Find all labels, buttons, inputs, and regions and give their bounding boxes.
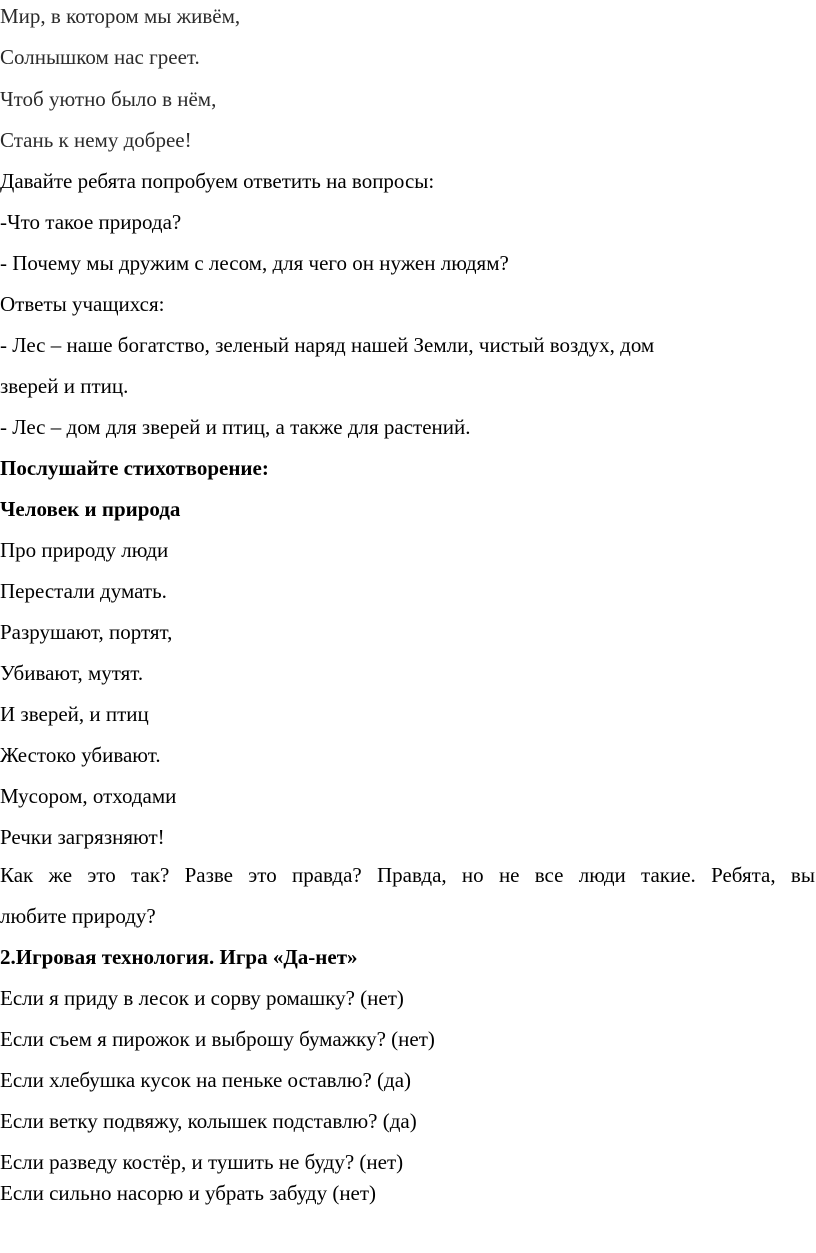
reflection-word: Как xyxy=(0,863,34,887)
game-line-2: Если съем я пирожок и выброшу бумажку? (нет) xyxy=(0,1027,435,1051)
reflection-word: правда? xyxy=(291,863,362,887)
game-line-6: Если сильно насорю и убрать забуду (нет) xyxy=(0,1181,377,1205)
reflection-word: же xyxy=(48,863,73,887)
answers-label: Ответы учащихся: xyxy=(0,292,165,316)
poem-intro-line-4: Стань к нему добрее! xyxy=(0,128,192,152)
poem-intro-line-3: Чтоб уютно было в нём, xyxy=(0,87,217,111)
listen-heading: Послушайте стихотворение: xyxy=(0,456,269,480)
question-2: - Почему мы дружим с лесом, для чего он нужен людям? xyxy=(0,251,509,275)
reflection-word: Разве xyxy=(184,863,234,887)
reflection-word: это xyxy=(248,863,277,887)
reflection-word: такие. xyxy=(641,863,696,887)
answer-1-line-2: зверей и птиц. xyxy=(0,374,129,398)
game-line-1: Если я приду в лесок и сорву ромашку? (нет) xyxy=(0,986,404,1010)
poem-line-4: Убивают, мутят. xyxy=(0,661,144,685)
poem-line-1: Про природу люди xyxy=(0,538,169,562)
reflection-word: все xyxy=(534,863,564,887)
reflection-word: люди xyxy=(578,863,626,887)
reflection-word: Ребята, xyxy=(711,863,776,887)
game-line-4: Если ветку подвяжу, колышек подставлю? (да) xyxy=(0,1109,417,1133)
reflection-word: Правда, xyxy=(377,863,447,887)
reflection-word: но xyxy=(461,863,484,887)
reflection-line-1 xyxy=(0,862,815,888)
reflection-word: вы xyxy=(790,863,815,887)
discussion-prompt: Давайте ребята попробуем ответить на вопросы: xyxy=(0,169,435,193)
poem-intro-line-1: Мир, в котором мы живём, xyxy=(0,4,241,28)
poem-intro-line-2: Солнышком нас греет. xyxy=(0,45,200,69)
game-line-3: Если хлебушка кусок на пеньке оставлю? (да) xyxy=(0,1068,412,1092)
answer-2: - Лес – дом для зверей и птиц, а также для растений. xyxy=(0,415,471,439)
reflection-word: так? xyxy=(131,863,170,887)
reflection-word: не xyxy=(498,863,520,887)
poem-title: Человек и природа xyxy=(0,497,181,521)
game-heading: 2.Игровая технология. Игра «Да-нет» xyxy=(0,945,358,969)
question-1: -Что такое природа? xyxy=(0,210,182,234)
poem-line-6: Жестоко убивают. xyxy=(0,743,161,767)
game-line-5: Если разведу костёр, и тушить не буду? (нет) xyxy=(0,1150,404,1174)
answer-1-line-1: - Лес – наше богатство, зеленый наряд нашей Земли, чистый воздух, дом xyxy=(0,333,655,357)
poem-line-5: И зверей, и птиц xyxy=(0,702,149,726)
reflection-word: это xyxy=(87,863,116,887)
reflection-line-2: любите природу? xyxy=(0,904,156,928)
poem-line-3: Разрушают, портят, xyxy=(0,620,173,644)
poem-line-8: Речки загрязняют! xyxy=(0,825,165,849)
poem-line-7: Мусором, отходами xyxy=(0,784,177,808)
poem-line-2: Перестали думать. xyxy=(0,579,167,603)
